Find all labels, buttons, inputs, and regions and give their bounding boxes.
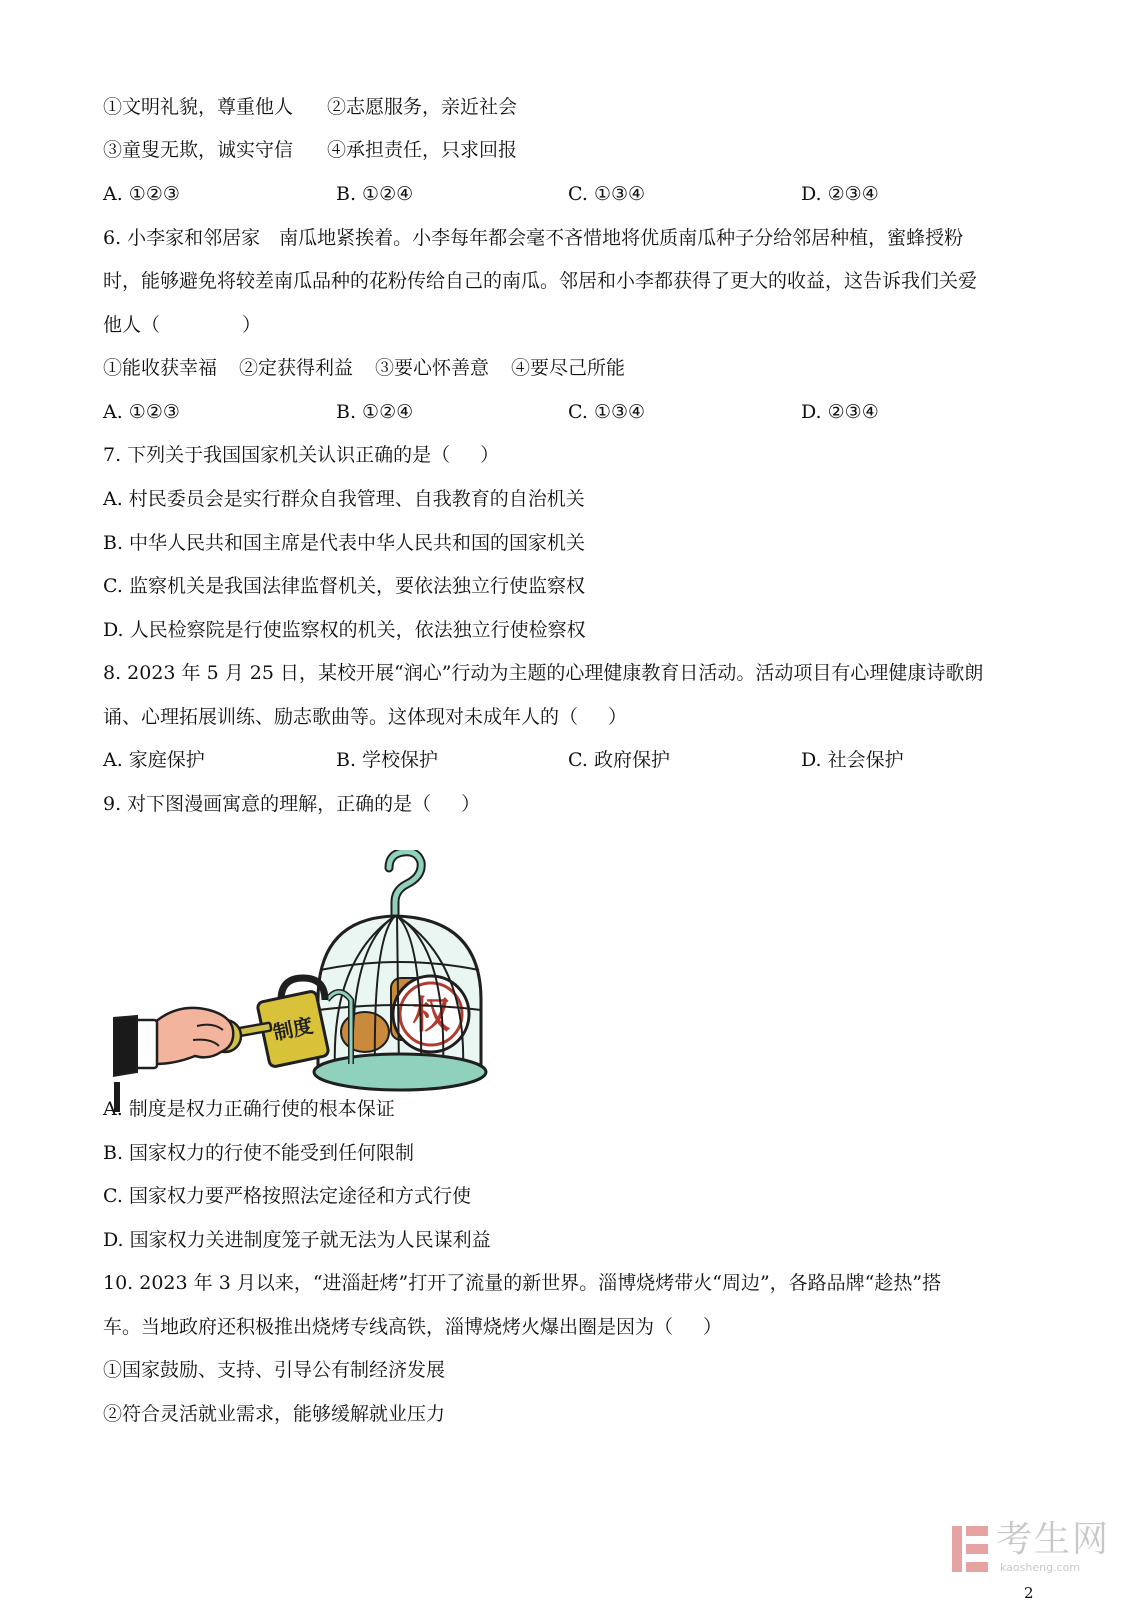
q6-stem-close: ） xyxy=(242,314,262,336)
q8-option-b: B. 学校保护 xyxy=(336,749,439,771)
seal-text: 权 xyxy=(411,992,451,1037)
q9-stem-text: 9. 对下图漫画寓意的理解，正确的是（ xyxy=(103,793,432,815)
q7-stem xyxy=(103,443,499,467)
q10-item-1: ①国家鼓励、支持、引导公有制经济发展 xyxy=(103,1359,446,1381)
q6-item-1: ①能收获幸福 xyxy=(103,357,218,379)
q5-item-2: ②志愿服务，亲近社会 xyxy=(327,96,518,118)
q6-option-c: C. ①③④ xyxy=(568,401,646,423)
padlock-text: 制度 xyxy=(270,1013,316,1045)
q6-option-b: B. ①②④ xyxy=(336,401,414,423)
q6-items xyxy=(103,356,625,380)
q10-stem-line-2 xyxy=(103,1315,722,1339)
q8-option-d: D. 社会保护 xyxy=(801,749,904,771)
watermark-url: kaosheng.com xyxy=(1000,1561,1081,1574)
q10-stem-line-1: 10. 2023 年 3 月以来，“进淄赶烤”打开了流量的新世界。淄博烧烤带火“周边”，各路品牌“趁热”搭 xyxy=(103,1272,942,1294)
q5-item-4: ④承担责任，只求回报 xyxy=(327,139,518,161)
q9-option-d: D. 国家权力关进制度笼子就无法为人民谋利益 xyxy=(103,1229,491,1251)
page-number: 2 xyxy=(1024,1584,1034,1602)
q8-option-a: A. 家庭保护 xyxy=(103,749,205,771)
q6-item-4: ④要尽己所能 xyxy=(511,357,626,379)
cartoon-power-in-cage xyxy=(113,850,503,1112)
q9-option-c: C. 国家权力要严格按照法定途径和方式行使 xyxy=(103,1185,471,1207)
q5-option-d: D. ②③④ xyxy=(801,183,879,205)
q5-item-1: ①文明礼貌，尊重他人 xyxy=(103,96,294,118)
q9-option-b: B. 国家权力的行使不能受到任何限制 xyxy=(103,1142,415,1164)
q5-items-row-2 xyxy=(103,138,517,162)
q6-stem-line-2: 时，能够避免将较差南瓜品种的花粉传给自己的南瓜。邻居和小李都获得了更大的收益，这告诉我们关爱 xyxy=(103,270,978,292)
q6-stem-text: 他人（ xyxy=(103,314,161,336)
q6-stem-line-3 xyxy=(103,313,261,337)
q6-option-a: A. ①②③ xyxy=(103,401,180,423)
q6-item-2: ②定获得利益 xyxy=(239,357,354,379)
cage-base xyxy=(314,1054,486,1090)
q8-stem-line-2 xyxy=(103,705,627,729)
sleeve xyxy=(113,1016,137,1076)
q10-stem-close: ） xyxy=(703,1316,723,1338)
q9-option-a: A. 制度是权力正确行使的根本保证 xyxy=(103,1098,395,1120)
q8-stem-close: ） xyxy=(608,706,628,728)
q7-option-a: A. 村民委员会是实行群众自我管理、自我教育的自治机关 xyxy=(103,488,585,510)
watermark-logo xyxy=(950,1518,1120,1582)
q5-item-3: ③童叟无欺，诚实守信 xyxy=(103,139,294,161)
watermark-text: 考生网 xyxy=(996,1519,1111,1560)
q7-stem-text: 7. 下列关于我国国家机关认识正确的是（ xyxy=(103,444,451,466)
q9-stem-close: ） xyxy=(461,793,481,815)
q6-stem-line-1: 6. 小李家和邻居家 南瓜地紧挨着。小李每年都会毫不吝惜地将优质南瓜种子分给邻居种植，蜜蜂授粉 xyxy=(103,227,964,249)
q10-stem-text: 车。当地政府还积极推出烧烤专线高铁，淄博烧烤火爆出圈是因为（ xyxy=(103,1316,674,1338)
q5-option-c: C. ①③④ xyxy=(568,183,646,205)
q5-option-b: B. ①②④ xyxy=(336,183,414,205)
hand xyxy=(153,1008,233,1064)
q6-option-d: D. ②③④ xyxy=(801,401,879,423)
watermark-logo-icon xyxy=(950,1520,992,1578)
q9-stem xyxy=(103,792,480,816)
q10-item-2: ②符合灵活就业需求，能够缓解就业压力 xyxy=(103,1403,446,1425)
q6-item-3: ③要心怀善意 xyxy=(375,357,490,379)
q7-stem-close: ） xyxy=(480,444,500,466)
cuff xyxy=(135,1020,157,1068)
q8-stem-line-1: 8. 2023 年 5 月 25 日，某校开展“润心”行动为主题的心理健康教育日活动。活动项目有心理健康诗歌朗 xyxy=(103,662,984,684)
q5-items-row-1 xyxy=(103,95,517,119)
q7-option-d: D. 人民检察院是行使监察权的机关，依法独立行使检察权 xyxy=(103,619,586,641)
q7-option-b: B. 中华人民共和国主席是代表中华人民共和国的国家机关 xyxy=(103,532,586,554)
q8-option-c: C. 政府保护 xyxy=(568,749,670,771)
q5-option-a: A. ①②③ xyxy=(103,183,180,205)
q8-stem-text: 诵、心理拓展训练、励志歌曲等。这体现对未成年人的（ xyxy=(103,706,579,728)
q7-option-c: C. 监察机关是我国法律监督机关，要依法独立行使监察权 xyxy=(103,575,585,597)
